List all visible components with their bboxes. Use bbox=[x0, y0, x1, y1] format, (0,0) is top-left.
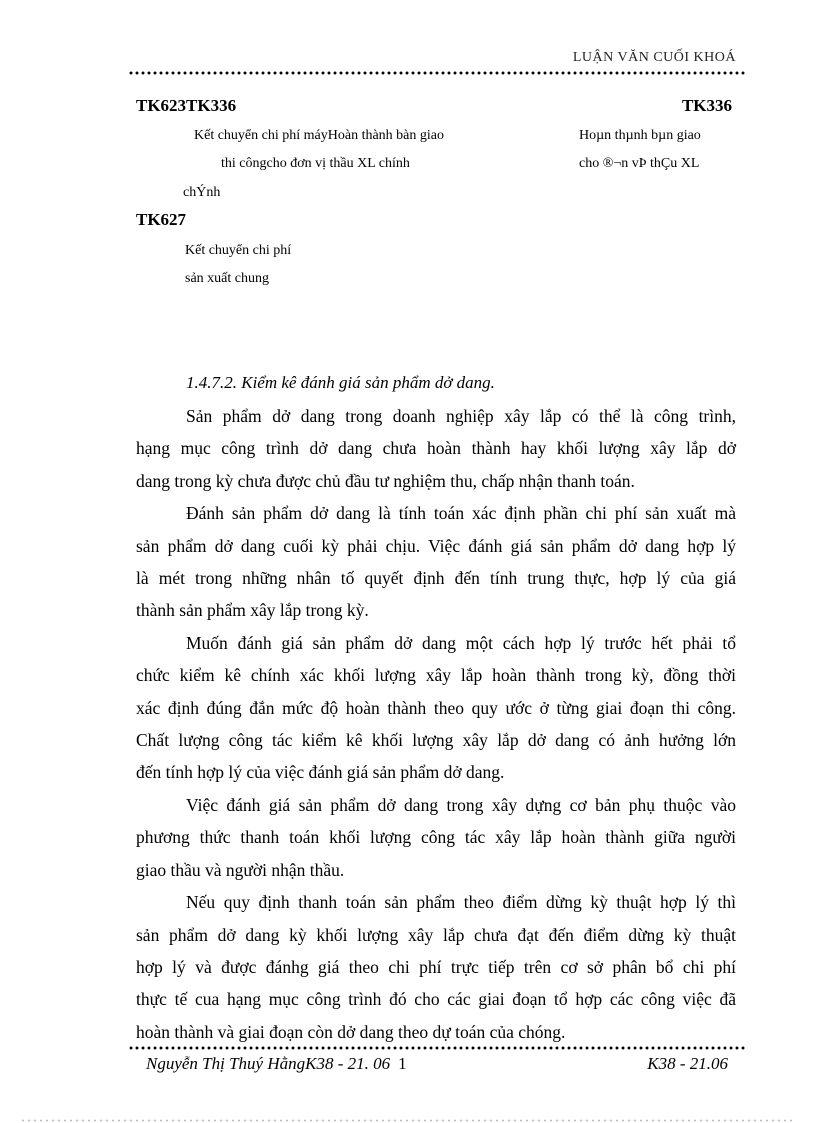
body-line: sản phẩm dở dang cuối kỳ phải chịu. Việc đánh giá sản phẩm dở dang hợp lý bbox=[136, 535, 736, 556]
body-line: Nếu quy định thanh toán sản phẩm theo điểm dừng kỳ thuật hợp lý thì bbox=[186, 892, 736, 913]
transfer-general-cost-line2: sản xuất chung bbox=[185, 271, 269, 286]
footer-author bbox=[146, 1054, 407, 1074]
header-title: LUẬN VĂN CUỐI KHOÁ bbox=[572, 50, 736, 65]
section-heading: 1.4.7.2. Kiểm kê đánh giá sản phẩm dở dang. bbox=[186, 373, 495, 392]
body-line: hợp lý và được đánhg giá theo chi phí trực tiếp trên cơ sở phân bổ chi phí bbox=[136, 956, 736, 977]
garbled-handover-line2: cho ®¬n vÞ thÇu XL bbox=[579, 156, 700, 171]
garbled-handover-line1: Hoµn thµnh bµn giao bbox=[579, 128, 701, 143]
body-line: Chất lượng công tác kiểm kê khối lượng xây lắp dở dang có ảnh hưởng lớn bbox=[136, 730, 736, 751]
body-line: dang trong kỳ chưa được chủ đầu tư nghiệm thu, chấp nhận thanh toán. bbox=[136, 470, 635, 491]
body-line: phương thức thanh toán khối lượng công tác xây lắp hoàn thành giữa người bbox=[136, 827, 736, 848]
body-line: đến tính hợp lý của việc đánh giá sản phẩm dở dang. bbox=[136, 762, 505, 783]
transfer-general-cost-line1: Kết chuyển chi phí bbox=[185, 243, 292, 258]
transfer-machine-cost-line1: Kết chuyển chi phí máyHoàn thành bàn giao bbox=[194, 128, 444, 143]
body-line: giao thầu và người nhận thầu. bbox=[136, 859, 345, 880]
accounts-tk623-tk336: TK623TK336 bbox=[136, 96, 237, 115]
body-line: Việc đánh giá sản phẩm dở dang trong xây dựng cơ bản phụ thuộc vào bbox=[186, 794, 736, 815]
body-text bbox=[136, 400, 736, 1048]
transfer-machine-cost-line2: thi côngcho đơn vị thầu XL chính bbox=[221, 156, 410, 171]
footer-dotted-rule bbox=[128, 1046, 746, 1050]
account-tk336: TK336 bbox=[681, 96, 732, 115]
body-line: sản phẩm dở dang kỳ khối lượng xây lắp chưa đạt đến điểm dừng kỳ thuật bbox=[136, 924, 736, 945]
account-tk627: TK627 bbox=[136, 210, 187, 229]
body-line: Đánh sản phẩm dở dang là tính toán xác định phần chi phí sản xuất mà bbox=[186, 503, 736, 524]
page-bottom-dotted-edge bbox=[20, 1119, 796, 1122]
footer-class-code: K38 - 21.06 bbox=[647, 1054, 728, 1073]
body-line: Muốn đánh giá sản phẩm dở dang một cách hợp lý trước hết phải tổ bbox=[186, 632, 736, 653]
body-line: thành sản phẩm xây lắp trong kỳ. bbox=[136, 600, 369, 621]
body-line: thực tế cua hạng mục công trình đó cho các giai đoạn tổ hợp các công việc đã bbox=[136, 989, 736, 1010]
transfer-machine-cost-line3: chÝnh bbox=[183, 185, 221, 200]
body-line: xác định đúng đắn mức độ hoàn thành theo quy ước ở từng giai đoạn thi công. bbox=[136, 697, 736, 718]
page-number: 1 bbox=[398, 1054, 407, 1073]
header-dotted-rule bbox=[128, 71, 746, 75]
body-line: hoàn thành và giai đoạn còn dở dang theo dự toán của chóng. bbox=[136, 1021, 566, 1042]
body-line: là mét trong những nhân tố quyết định đến tính trung thực, hợp lý của giá bbox=[136, 568, 736, 589]
footer-author-name: Nguyễn Thị Thuý HằngK38 - 21. 06 bbox=[146, 1054, 391, 1073]
body-line: Sản phẩm dở dang trong doanh nghiệp xây lắp có thể là công trình, bbox=[186, 406, 736, 426]
body-line: chức kiểm kê chính xác khối lượng xây lắp hoàn thành trong kỳ, đồng thời bbox=[136, 665, 736, 686]
body-line: hạng mục công trình dở dang chưa hoàn thành hay khối lượng xây lắp dở bbox=[136, 438, 736, 459]
